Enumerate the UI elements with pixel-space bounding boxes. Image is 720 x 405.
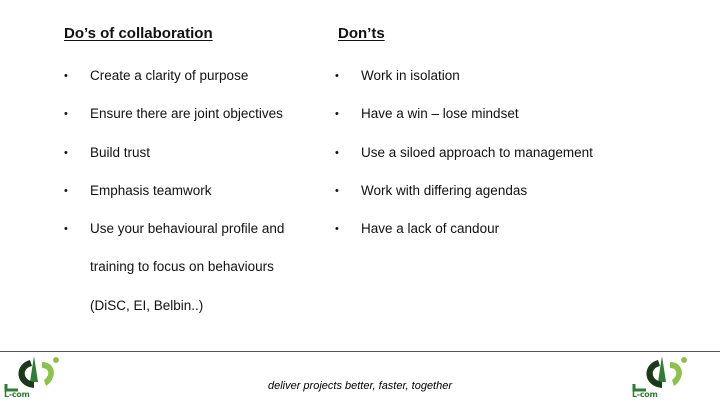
dos-item: • Create a clarity of purpose xyxy=(64,57,314,95)
logo-left xyxy=(4,352,70,402)
donts-item: • Work with differing agendas xyxy=(335,172,715,210)
dos-item: • Use your behavioural profile and training to focus on behaviours (DiSC, EI, Belbin..) xyxy=(64,210,314,325)
bullet-icon: • xyxy=(335,146,339,159)
company-logo-icon xyxy=(632,352,698,392)
logo-text: L-com xyxy=(4,390,30,399)
donts-item: • Use a siloed approach to management xyxy=(335,134,715,172)
bullet-icon: • xyxy=(64,70,68,82)
logo-text: L-com xyxy=(632,390,658,399)
bullet-icon: • xyxy=(64,184,68,197)
bullet-icon: • xyxy=(64,108,68,121)
dos-item: • Ensure there are joint objectives xyxy=(64,95,314,133)
dos-item: • Build trust xyxy=(64,134,314,172)
dos-list xyxy=(64,57,314,325)
dos-heading: Do’s of collaboration xyxy=(64,25,213,42)
bullet-icon: • xyxy=(64,146,68,159)
footer-divider xyxy=(0,351,720,352)
donts-item: • Work in isolation xyxy=(335,57,715,95)
bullet-icon: • xyxy=(335,223,339,236)
donts-list xyxy=(335,57,715,248)
donts-item: • Have a win – lose mindset xyxy=(335,95,715,133)
bullet-icon: • xyxy=(64,223,68,236)
donts-heading: Don’ts xyxy=(338,25,385,42)
logo-right xyxy=(632,352,698,402)
footer-tagline: deliver projects better, faster, together xyxy=(267,380,453,392)
dos-item: • Emphasis teamwork xyxy=(64,172,314,210)
donts-item: • Have a lack of candour xyxy=(335,210,715,248)
bullet-icon: • xyxy=(335,184,339,197)
bullet-icon: • xyxy=(335,108,339,121)
bullet-icon: • xyxy=(335,70,339,82)
